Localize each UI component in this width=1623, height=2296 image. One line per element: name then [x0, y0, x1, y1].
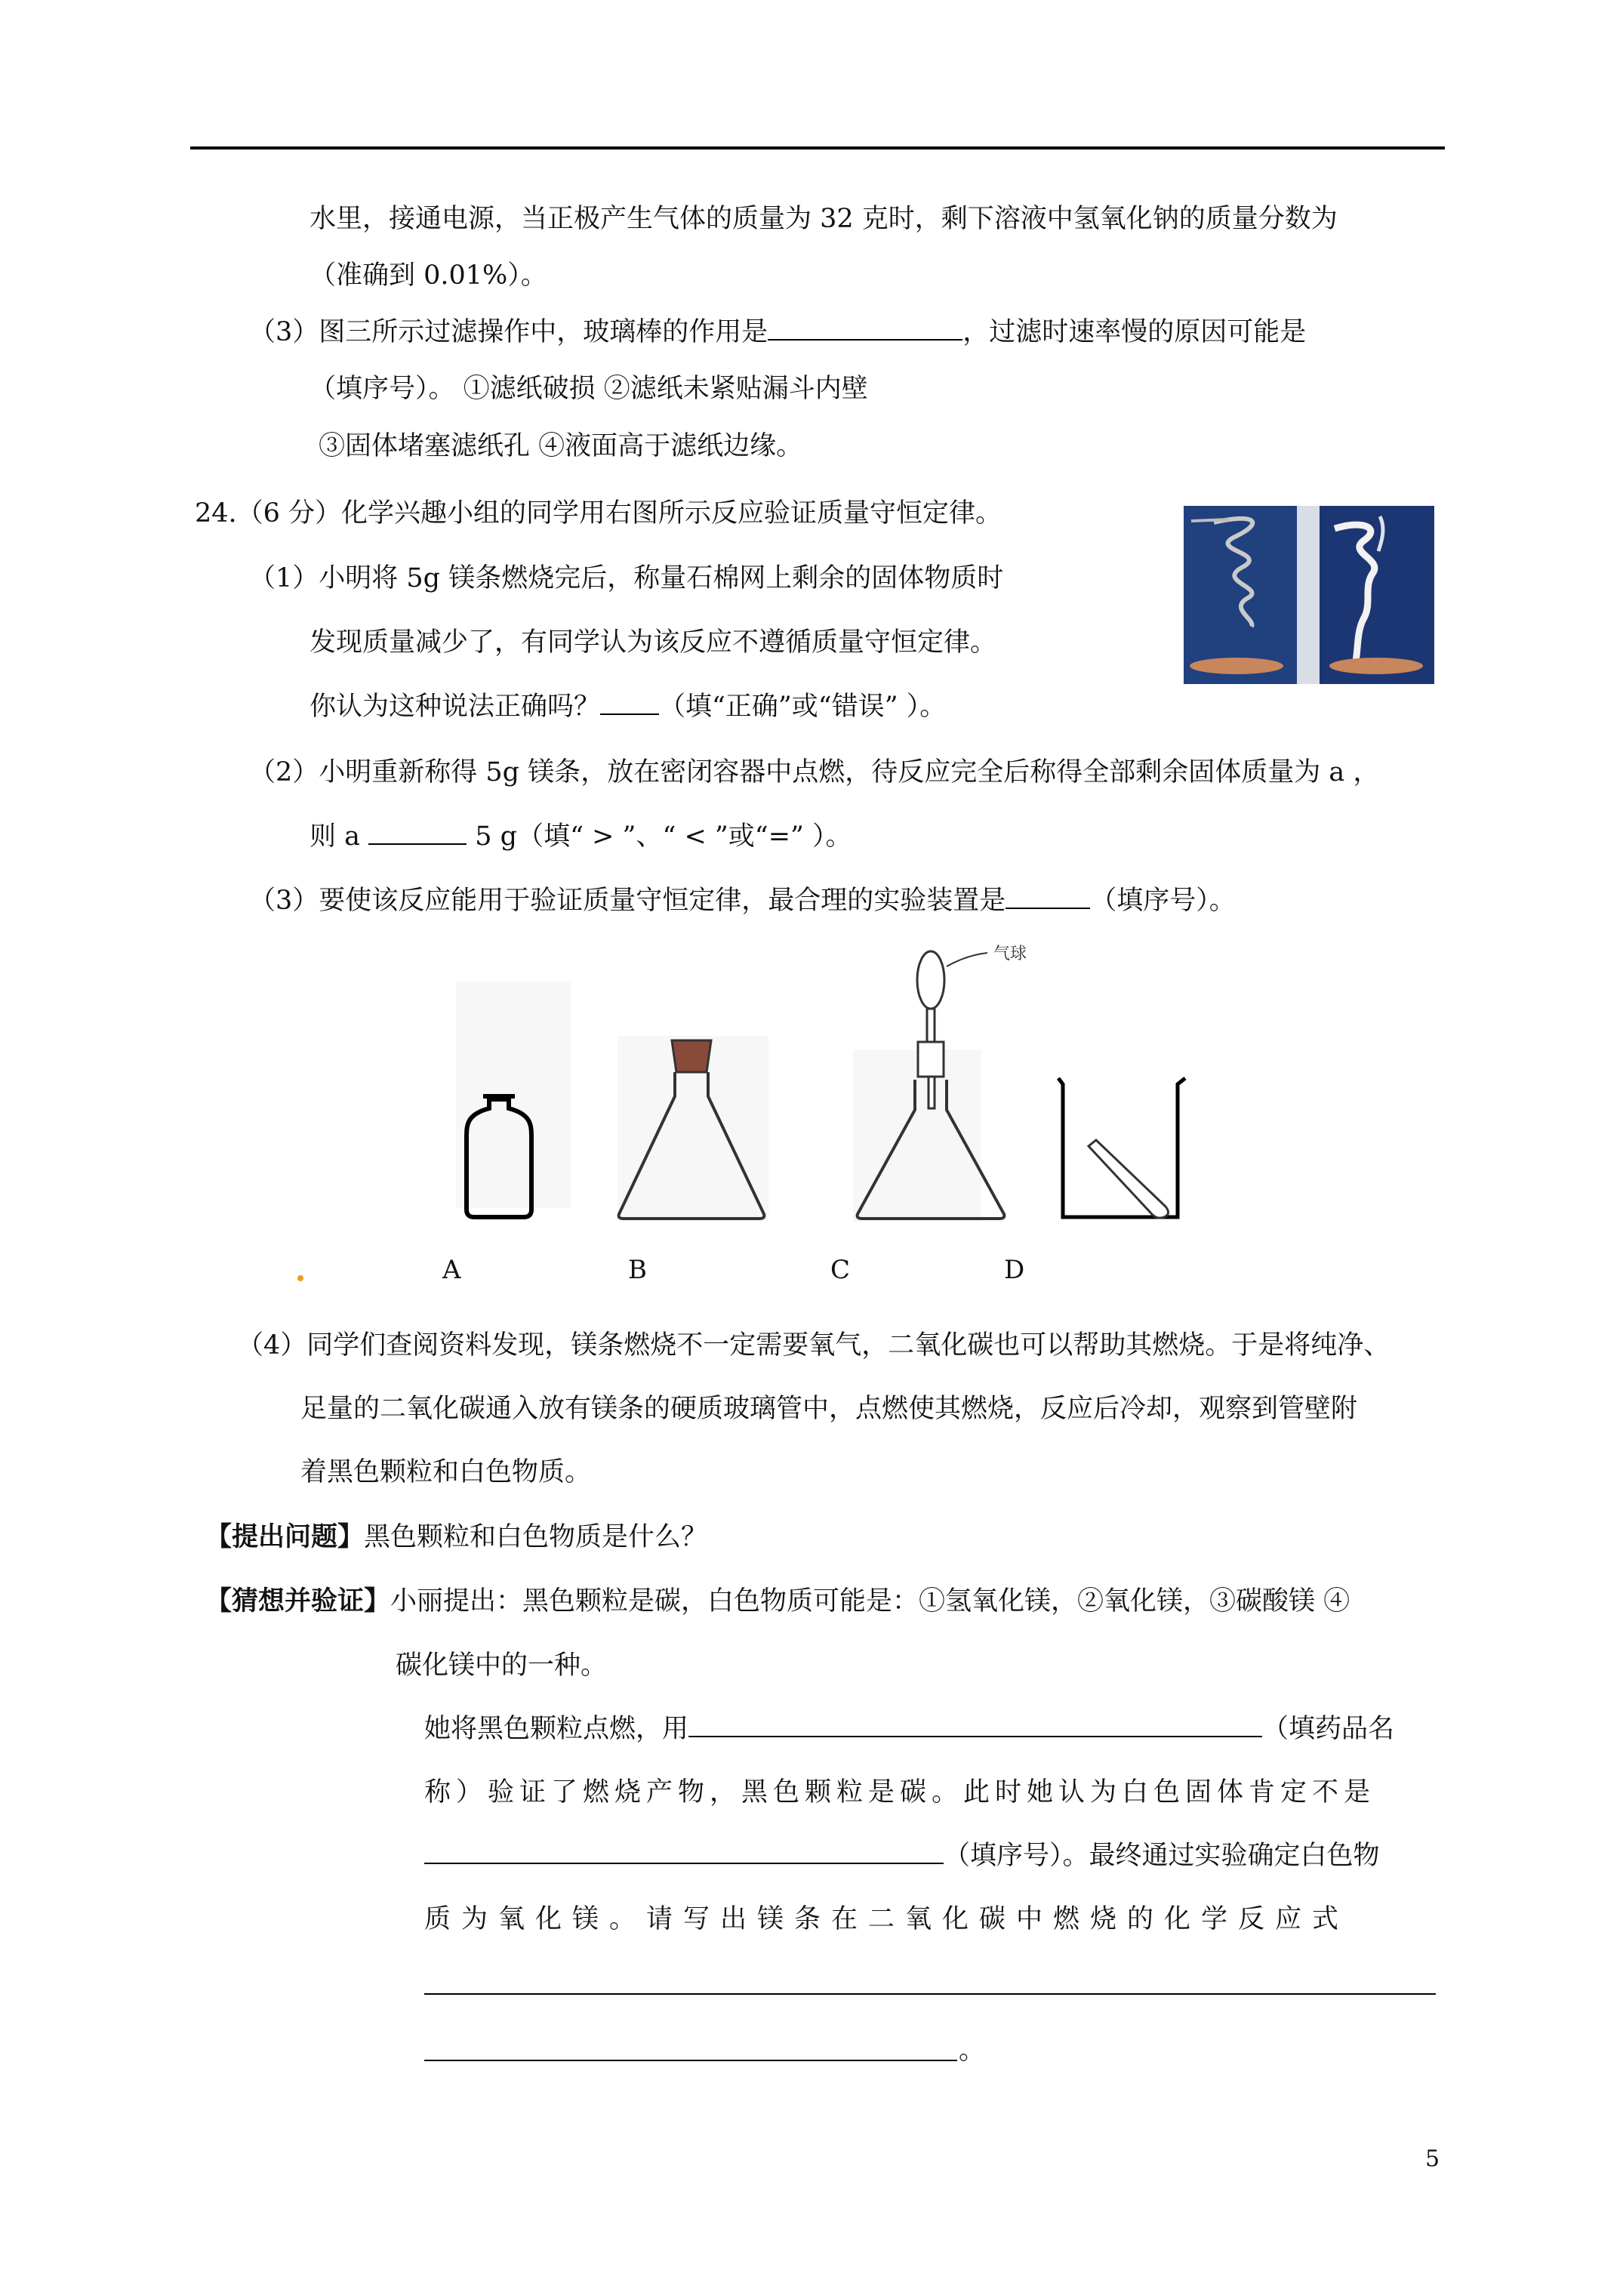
- prev-line1: 水里，接通电源，当正极产生气体的质量为 32 克时，剩下溶液中氢氧化钠的质量分数为: [310, 204, 1338, 234]
- q24-p3-text-b: （填序号）。: [1090, 886, 1236, 916]
- apparatus-a-bottle: [456, 982, 571, 1217]
- q24-p2-line2: [310, 815, 852, 853]
- answer-line-equation-1[interactable]: [424, 1993, 1436, 1995]
- guess-text: 小丽提出：黑色颗粒是碳，白色物质可能是：①氢氧化镁，②氧化镁，③碳酸镁 ④: [390, 1586, 1350, 1616]
- verify-line1: [424, 1708, 1394, 1746]
- q24-p2-line1: （2）小明重新称得 5g 镁条，放在密闭容器中点燃，待反应完全后称得全部剩余固体质量为 a ，: [249, 757, 1380, 787]
- q24-p3-line: [249, 880, 1236, 917]
- q24-p1-line1: （1）小明将 5g 镁条燃烧完后，称量石棉网上剩余的固体物质时: [249, 563, 1004, 593]
- ask-question-line: [205, 1516, 707, 1554]
- apparatus-label-d: D: [1004, 1255, 1025, 1285]
- verify-text-c: （填序号）。最终通过实验确定白色物: [944, 1841, 1380, 1871]
- apparatus-label-b: B: [628, 1255, 647, 1285]
- apparatus-figure: [420, 936, 1220, 1238]
- q24-p3-text-a: （3）要使该反应能用于验证质量守恒定律，最合理的实验装置是: [249, 886, 1006, 916]
- prev-q3-line1: [249, 311, 1306, 349]
- verify-line4: 质为氧化镁。请写出镁条在二氧化碳中燃烧的化学反应式: [424, 1904, 1350, 1934]
- verify-line2: 称）验证了燃烧产物，黑色颗粒是碳。此时她认为白色固体肯定不是: [424, 1777, 1376, 1808]
- prev-q3-text-b: ，过滤时速率慢的原因可能是: [962, 317, 1307, 347]
- guess-tag: 【猜想并验证】: [205, 1586, 391, 1616]
- prev-q3-line2: （填序号）。 ①滤纸破损 ②滤纸未紧贴漏斗内壁: [310, 374, 868, 404]
- decorative-dot: [296, 1259, 305, 1268]
- q24-p1-line3: [310, 686, 946, 723]
- apparatus-label-a: A: [442, 1255, 461, 1285]
- apparatus-label-c: C: [830, 1255, 851, 1285]
- magnesium-burning-photo: [1184, 506, 1434, 684]
- q24-p2-text-a: 则 a: [310, 821, 360, 852]
- q24-p4-line2: 足量的二氧化碳通入放有镁条的硬质玻璃管中，点燃使其燃烧，反应后冷却，观察到管壁附: [300, 1394, 1358, 1424]
- q24-title: 24.（6 分）化学兴趣小组的同学用右图所示反应验证质量守恒定律。: [195, 498, 1002, 529]
- answer-blank-compare[interactable]: [368, 817, 467, 845]
- answer-blank-exclude[interactable]: [424, 1836, 944, 1864]
- answer-line-equation-2[interactable]: [424, 2060, 957, 2061]
- apparatus-d-beaker: [1058, 1078, 1185, 1218]
- q24-p4-line1: （4）同学们查阅资料发现，镁条燃烧不一定需要氧气，二氧化碳也可以帮助其燃烧。于是将纯净、: [237, 1330, 1390, 1361]
- page-number: 5: [1425, 2146, 1440, 2172]
- apparatus-c-flask-balloon: [853, 945, 1027, 1222]
- ask-question-text: 黑色颗粒和白色物质是什么？: [364, 1522, 708, 1552]
- q24-p1-text-a: 你认为这种说法正确吗？: [310, 692, 601, 722]
- q24-p1-text-b: （填“正确”或“错误” ）。: [659, 692, 947, 722]
- answer-blank-glass-rod[interactable]: [768, 313, 962, 341]
- prev-q3-line3: ③固体堵塞滤纸孔 ④液面高于滤纸边缘。: [319, 431, 803, 461]
- header-rule: [190, 146, 1445, 149]
- verify-text-b: （填药品名: [1262, 1714, 1395, 1744]
- verify-text-a: 她将黑色颗粒点燃，用: [424, 1714, 689, 1744]
- q24-p4-line3: 着黑色颗粒和白色物质。: [300, 1457, 592, 1487]
- apparatus-b-flask-stopper: [617, 1036, 768, 1221]
- answer-blank-correct-wrong[interactable]: [600, 687, 659, 715]
- guess-line: [205, 1580, 1350, 1618]
- q24-p2-text-b: 5 g（填“ > ”、“ < ”或“=” ）。: [475, 821, 852, 852]
- answer-blank-apparatus[interactable]: [1006, 881, 1090, 909]
- answer-blank-reagent[interactable]: [688, 1709, 1262, 1737]
- balloon-label: 气球: [993, 945, 1027, 963]
- prev-line2: （准确到 0.01%）。: [310, 260, 547, 291]
- guess-line2: 碳化镁中的一种。: [396, 1650, 608, 1681]
- q24-p1-line2: 发现质量减少了，有同学认为该反应不遵循质量守恒定律。: [310, 627, 997, 658]
- prev-q3-text-a: （3）图三所示过滤操作中，玻璃棒的作用是: [249, 317, 768, 347]
- equation-end-mark: 。: [959, 2036, 986, 2066]
- ask-question-tag: 【提出问题】: [205, 1521, 365, 1552]
- verify-line3: [424, 1835, 1380, 1872]
